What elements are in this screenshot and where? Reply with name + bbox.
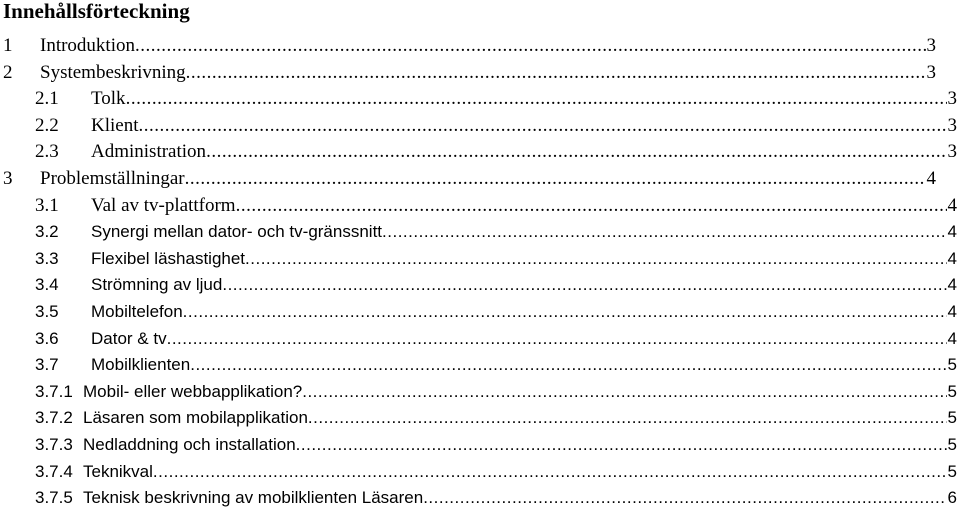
toc-entry-number: 3.2 [35,222,59,242]
dot-leader [206,139,946,166]
toc-entry-3-3[interactable] [0,246,960,273]
dot-leader [186,60,926,87]
toc-entry-page: 3 [947,114,957,136]
dot-leader [153,459,947,486]
toc-entry-3-7-4[interactable] [0,459,960,486]
toc-entry-label: Administration [91,141,207,163]
toc-entry-1[interactable] [0,33,960,60]
toc-entry-3-7-5[interactable] [0,485,960,512]
toc-entry-page: 6 [947,488,957,508]
toc-entry-label: Flexibel läshastighet [91,248,246,268]
dot-leader [302,379,946,406]
dot-leader [135,33,926,60]
toc-entry-page: 4 [947,275,957,295]
dot-leader [126,86,947,113]
toc-entry-page: 4 [947,248,957,268]
toc-entry-page: 3 [926,35,936,56]
toc-entry-3-7[interactable] [0,352,960,379]
toc-entry-3-5[interactable] [0,299,960,326]
toc-entry-3-7-2[interactable] [0,405,960,432]
toc-title: Innehållsförteckning [3,0,190,23]
toc-entry-label: Tolk [91,88,126,110]
toc-entry-number: 3.7.5 [35,488,73,508]
toc-entry-number: 3.7.1 [35,381,73,401]
toc-entry-page: 4 [947,194,957,216]
toc-entry-3-2[interactable] [0,219,960,246]
dot-leader [296,432,947,459]
toc-entry-number: 2 [3,61,13,83]
toc-entry-number: 2.1 [35,88,59,110]
toc-entry-label: Val av tv-plattform [91,194,236,216]
toc-entry-label: Mobiltelefon [91,301,183,321]
toc-entry-page: 4 [947,328,957,348]
toc-entry-page: 5 [947,434,957,454]
toc-entry-number: 3.7.3 [35,434,73,454]
toc-entry-label: Synergi mellan dator- och tv-gränssnitt [91,222,383,242]
toc-entry-label: Teknikval [83,461,153,481]
toc-entry-label: Mobilklienten [91,355,191,375]
toc-entry-page: 3 [947,141,957,163]
dot-leader [308,405,947,432]
toc-entry-number: 3.7.4 [35,461,73,481]
toc-entry-2-1[interactable] [0,86,960,113]
toc-entry-2[interactable] [0,60,960,87]
toc-entry-page: 4 [926,167,936,189]
toc-entry-3-6[interactable] [0,326,960,353]
dot-leader [167,326,947,353]
toc-entry-page: 5 [947,381,957,401]
dot-leader [139,113,947,140]
toc-entry-page: 4 [947,222,957,242]
toc-entry-page: 5 [947,408,957,428]
table-of-contents [0,33,960,512]
toc-entry-label: Nedladdning och installation [83,434,296,454]
dot-leader [190,352,946,379]
toc-entry-number: 3.3 [35,248,59,268]
dot-leader [382,219,947,246]
toc-entry-number: 2.2 [35,114,59,136]
toc-entry-label: Dator & tv [91,328,167,348]
toc-entry-number: 3 [3,167,13,189]
toc-entry-3-7-3[interactable] [0,432,960,459]
toc-entry-number: 3.5 [35,301,59,321]
toc-entry-page: 5 [947,355,957,375]
dot-leader [423,485,946,512]
toc-entry-page: 4 [947,301,957,321]
toc-entry-3-7-1[interactable] [0,379,960,406]
toc-entry-number: 2.3 [35,141,59,163]
toc-entry-label: Teknisk beskrivning av mobilklienten Läsaren [83,488,424,508]
toc-entry-3[interactable] [0,166,960,193]
dot-leader [183,299,947,326]
toc-entry-3-1[interactable] [0,193,960,220]
toc-entry-page: 3 [926,61,936,83]
toc-entry-label: Läsaren som mobilapplikation [83,408,308,428]
dot-leader [236,193,947,220]
dot-leader [222,272,946,299]
toc-entry-label: Problemställningar [40,167,185,189]
toc-entry-number: 3.6 [35,328,59,348]
toc-entry-number: 3.7.2 [35,408,73,428]
toc-entry-label: Klient [91,114,139,136]
dot-leader [245,246,947,273]
toc-entry-3-4[interactable] [0,272,960,299]
dot-leader [185,166,926,193]
toc-entry-label: Strömning av ljud [91,275,223,295]
toc-entry-number: 3.7 [35,355,59,375]
toc-entry-label: Introduktion [40,35,135,56]
toc-entry-page: 3 [947,88,957,110]
toc-entry-number: 3.1 [35,194,59,216]
toc-entry-label: Systembeskrivning [40,61,186,83]
toc-entry-2-2[interactable] [0,113,960,140]
toc-entry-page: 5 [947,461,957,481]
toc-entry-label: Mobil- eller webbapplikation? [83,381,303,401]
toc-entry-number: 1 [3,35,13,56]
toc-entry-number: 3.4 [35,275,59,295]
toc-entry-2-3[interactable] [0,139,960,166]
